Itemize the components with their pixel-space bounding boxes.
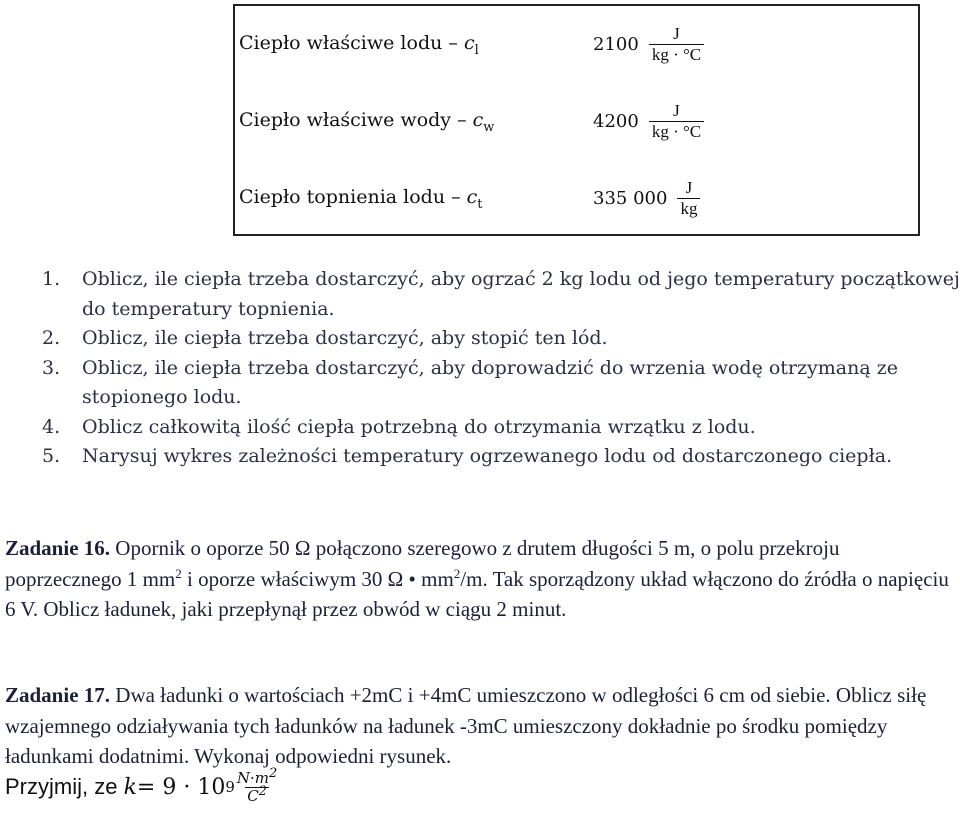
formula: k = 9 · 10 9 $N\cdot m^2$ $C^2$	[123, 766, 278, 805]
list-item: 3. Oblicz, ile ciepła trzeba dostarczyć, aby doprowadzić do wrzenia wodę otrzymaną ze stopionego lodu.	[42, 356, 898, 408]
row-label: Ciepło właściwe lodu – $c_l$	[239, 32, 479, 58]
list-item: 4. Oblicz całkowitą ilość ciepła potrzebną do otrzymania wrzątku z lodu.	[42, 415, 756, 438]
symbol: $c_w$	[472, 109, 495, 135]
symbol: $c_t$	[466, 186, 483, 212]
list-item: 5. Narysuj wykres zależności temperatury ogrzewanego lodu od dostarczonego ciepła.	[42, 445, 893, 467]
task-title: Zadanie 17.	[5, 683, 111, 707]
constant-hint: Przyjmij, ze k = 9 · 10 9 $N\cdot m^2$ $C^2$	[5, 766, 278, 805]
list-item: 1. Oblicz, ile ciepła trzeba dostarczyć, aby ogrzać 2 kg lodu od jego temperatury początkowej do temperatury topnienia.	[42, 268, 960, 320]
row-label: Ciepło właściwe wody – $c_w$	[239, 109, 495, 135]
question-list	[42, 265, 960, 472]
fraction: $N\cdot m^2$ $C^2$	[236, 766, 278, 805]
table-row	[235, 160, 918, 237]
table-row	[235, 6, 918, 83]
task-title: Zadanie 16.	[5, 536, 111, 560]
unit-fraction: $\frac{J}{kg \cdot ^\circ C}$	[649, 101, 704, 141]
row-value: 2100 $\frac{J}{kg \cdot ^\circ C}$	[593, 24, 704, 64]
symbol: $c_l$	[463, 32, 479, 58]
unit-fraction: $\frac{J}{kg \cdot ^\circ C}$	[649, 24, 704, 64]
table-row	[235, 83, 918, 160]
task-17: Zadanie 17. Dwa ładunki o wartościach +2mC i +4mC umieszczono w odległości 6 cm od siebie. Oblicz siłę wzajemnego odziaływania tych ładunków na ładunek -3mC umieszczony dokładnie po środku pomiędzy ładunkami dodatnimi. Wykonaj odpowiedni rysunek.	[5, 683, 927, 768]
task-16: Zadanie 16. Opornik o oporze 50 Ω połączono szeregowo z drutem długości 5 m, o polu przekroju poprzecznego 1 $mm^2$ i oporze właściwym 30 Ω • $mm^2/m$. Tak sporządzony układ włączono do źródła o napięciu 6 V. Oblicz ładunek, jaki przepłynął przez obwód w ciągu 2 minut.	[5, 536, 949, 621]
list-item: 2. Oblicz, ile ciepła trzeba dostarczyć, aby stopić ten lód.	[42, 327, 608, 349]
constants-table	[233, 4, 920, 236]
row-value: 335 000 $\frac{J}{kg}$	[593, 178, 700, 218]
unit-fraction: $\frac{J}{kg}$	[677, 178, 700, 218]
row-value: 4200 $\frac{J}{kg \cdot ^\circ C}$	[593, 101, 704, 141]
row-label: Ciepło topnienia lodu – $c_t$	[239, 186, 483, 212]
